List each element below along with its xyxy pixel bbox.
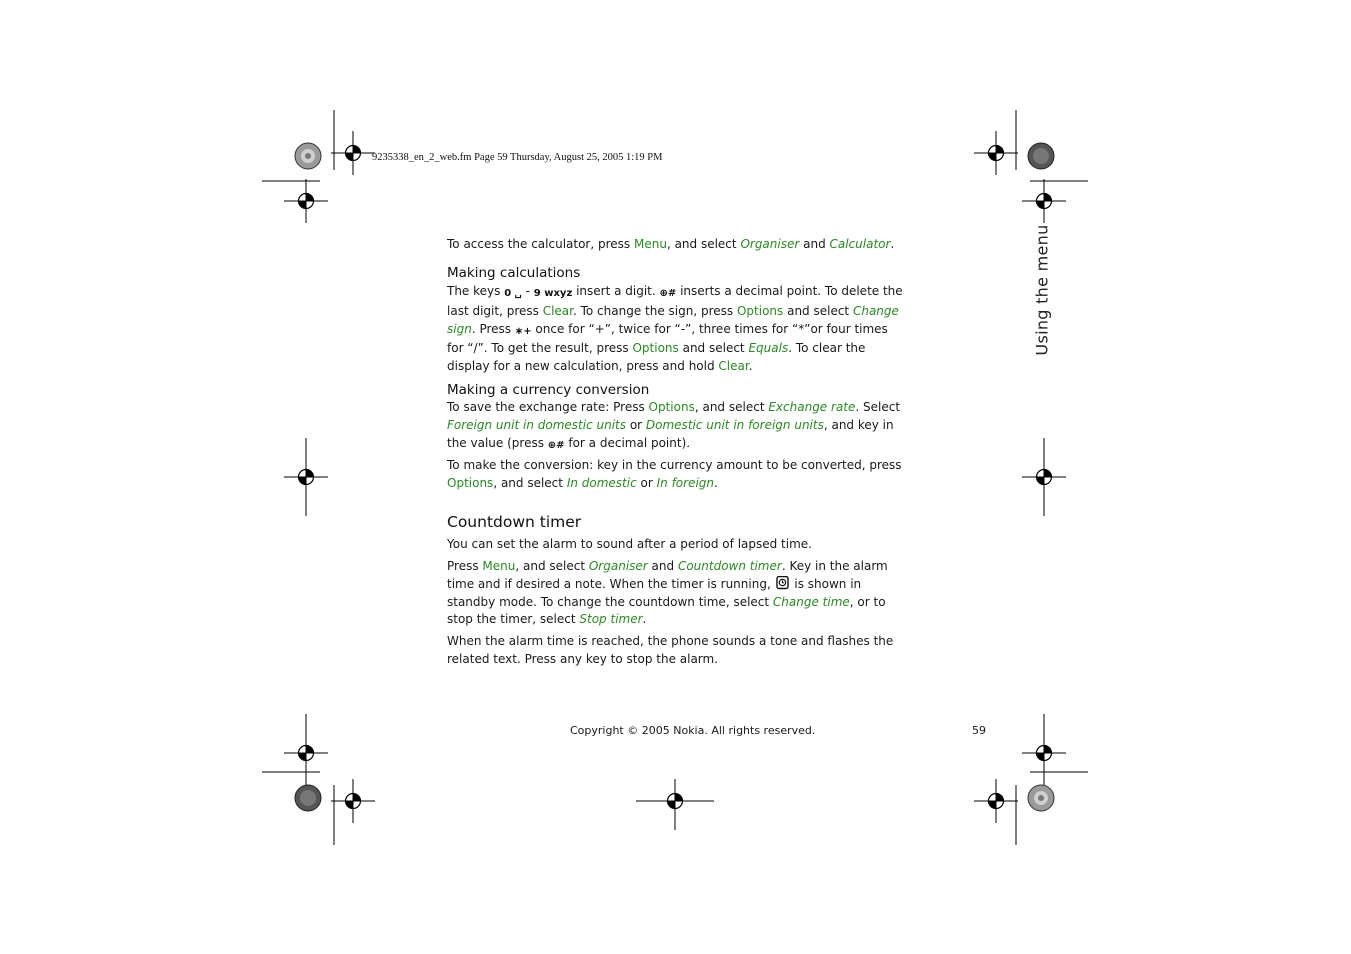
section-tab-label: Using the menu (1032, 224, 1052, 356)
intro-paragraph: To access the calculator, press Menu, and select Organiser and Calculator. (447, 237, 895, 251)
registration-mark-icon (331, 131, 375, 175)
currency-conversion-heading: Making a currency conversion (447, 382, 650, 398)
key-9-icon: 9 wxyz (533, 288, 573, 299)
currency-paragraph-2: To make the conversion: key in the currency amount to be converted, press Options, and select In domestic or In foreign. (447, 458, 902, 490)
currency-paragraph-1: To save the exchange rate: Press Options, and select Exchange rate. Select Foreign unit in domestic units or Domestic unit in foreign units, and key in the value (press ⊕# for a decimal point). (447, 399, 905, 454)
making-calculations-paragraph: The keys 0 ␣ - 9 wxyz insert a digit. ⊕# inserts a decimal point. To delete the last digit, press Clear. To change the sign, press Options and select Change sign. Press ∗+ once for “+”, twice for “-”, three times for “*”or four times for “/”. To get the result, press Options and select Equals. To clear the display for a new calculation, press and hold Clear. (447, 284, 903, 374)
registration-mark-icon (284, 179, 328, 223)
countdown-timer-heading: Countdown timer (447, 513, 582, 531)
key-hash-icon: ⊕# (659, 288, 677, 299)
footer-copyright: Copyright © 2005 Nokia. All rights reserved. (570, 724, 816, 737)
registration-mark-icon (974, 131, 1018, 175)
registration-mark-icon (974, 779, 1018, 823)
starburst-icon (1028, 785, 1054, 811)
header-slug: 9235338_en_2_web.fm Page 59 Thursday, August 25, 2005 1:19 PM (372, 152, 663, 163)
starburst-icon (295, 143, 321, 169)
key-0-icon: 0 ␣ (504, 288, 522, 299)
registration-mark-icon (331, 779, 375, 823)
starburst-icon (1028, 143, 1054, 169)
page-number: 59 (972, 724, 986, 737)
countdown-paragraph-3: When the alarm time is reached, the phone sounds a tone and flashes the related text. Press any key to stop the alarm. (447, 634, 894, 666)
countdown-paragraph-1: You can set the alarm to sound after a period of lapsed time. (447, 537, 812, 551)
timer-icon (775, 576, 791, 590)
key-star-icon: ∗+ (514, 325, 532, 337)
starburst-icon (295, 785, 321, 811)
countdown-paragraph-2: Press Menu, and select Organiser and Countdown timer. Key in the alarm time and if desired a note. When the timer is running, is shown in standby mode. To change the countdown time, select Change time, or to stop the timer, select Stop timer. (447, 559, 888, 627)
section-tab (1022, 224, 1062, 356)
registration-mark-icon (1022, 179, 1066, 223)
key-hash-icon: ⊕# (547, 439, 565, 451)
making-calculations-heading: Making calculations (447, 265, 581, 281)
